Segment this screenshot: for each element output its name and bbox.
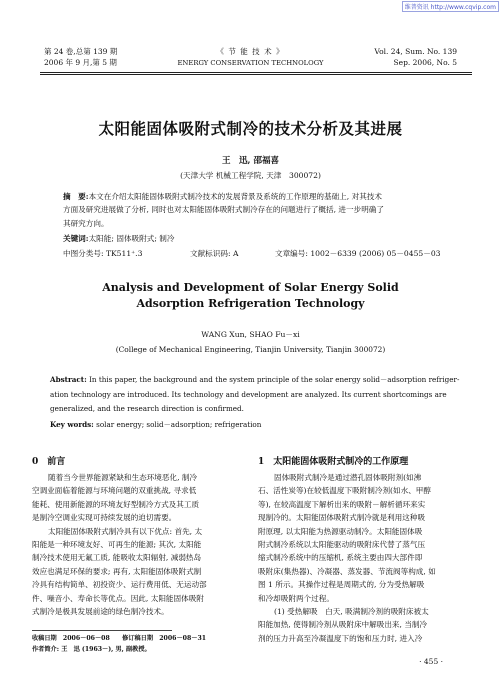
abstract-en-line: generalized, and the research direction is confirmed. xyxy=(50,404,244,413)
header-volume-en: Vol. 24, Sum. No. 139 xyxy=(374,47,457,56)
abstract-en-line: In this paper, the background and the system principle of the solar energy solid－adsorption refriger- xyxy=(89,375,460,384)
section-0-line: 阳能是一种环境友好、可再生的能源; 其次, 太阳能 xyxy=(32,540,202,550)
keywords-en-label: Key words: xyxy=(50,420,94,429)
section-1-heading: 1 太阳能固体吸附式制冷的工作原理 xyxy=(258,457,409,467)
header-volume-issue: 第 24 卷,总第 139 期 xyxy=(44,47,118,56)
section-0-body xyxy=(32,471,238,618)
section-1-body xyxy=(258,471,470,645)
section-0-line: 效应也满足环保的要求; 再有, 太阳能固体吸附式制 xyxy=(32,566,202,576)
article-title-en-line1: Analysis and Development of Solar Energy Solid xyxy=(102,281,399,294)
header-journal-name-cn: 《 节 能 技 术 》 xyxy=(216,47,285,56)
section-0-line: 制冷技术使用无氟工质, 能吸收太阳辐射, 减弱热岛 xyxy=(32,553,202,563)
keywords-en xyxy=(50,418,261,431)
abstract-cn-line: 其研究方向。 xyxy=(63,218,109,228)
footnote-rule xyxy=(32,630,172,631)
section-0-line: 式制冷是极具发展前途的绿色制冷技术。 xyxy=(32,607,169,617)
watermark-stamp: 维普资讯 http://www.cqvip.com xyxy=(402,1,499,12)
section-0-heading: 0 前言 xyxy=(32,457,66,467)
footnote-received-dates: 收稿日期 2006－06－08 修订稿日期 2006－08－31 xyxy=(32,635,207,642)
section-0-line: 太阳能固体吸附式制冷具有以下优点: 首先, 太 xyxy=(48,526,203,536)
article-title-en-line2: Adsorption Refrigeration Technology xyxy=(136,297,365,310)
keywords-cn-text: 太阳能; 固体吸附式; 制冷 xyxy=(88,234,175,243)
page-number: · 455 · xyxy=(419,657,443,666)
affiliation-cn: (天津大学 机械工程学院, 天津 300072) xyxy=(180,171,321,180)
classification-clc: 中图分类号: TK511⁺.3 xyxy=(63,249,143,258)
section-0-line: 冷具有结构简单、初投资少、运行费用低、无运动部 xyxy=(32,580,207,590)
abstract-cn xyxy=(63,190,453,230)
section-1-line: 石、活性炭等)在较低温度下吸附制冷剂(如水、甲醇 xyxy=(258,486,431,496)
abstract-en-label: Abstract: xyxy=(50,375,87,384)
section-0-line: 件、噪音小、寿命长等优点。因此, 太阳能固体吸附 xyxy=(32,593,204,603)
section-1-line: 固体吸附式制冷是通过潜孔固体吸附剂(如沸 xyxy=(274,473,422,482)
article-title-cn: 太阳能固体吸附式制冷的技术分析及其进展 xyxy=(98,119,403,138)
header-date-en: Sep. 2006, No. 5 xyxy=(393,58,457,67)
section-1-line: 等), 在较高温度下解析出来的吸附－解析循环来实 xyxy=(258,499,426,509)
section-0-line: 是制冷空调业实现可持续发展的迫切需要。 xyxy=(32,513,177,523)
section-1-line: 阳能加热, 使得制冷剂从吸附床中解吸出来, 当制冷 xyxy=(258,620,428,630)
section-1-line: 附式制冷系统以太阳能驱动的吸附床代替了蒸气压 xyxy=(258,540,426,550)
section-1-line: 图 1 所示。其操作过程是周期式的, 分为受热解吸 xyxy=(258,580,425,590)
section-1-line: 剂的压力升高至冷凝温度下的饱和压力时, 进入冷 xyxy=(258,633,423,643)
section-1-line: 和冷却吸附两个过程。 xyxy=(258,593,334,603)
abstract-en-line: ation technology are introduced. Its technology and development are analyzed. Its current shortcomings are xyxy=(50,389,447,399)
section-1-line: 缩式制冷系统中的压缩机, 系统主要由四大部件即 xyxy=(258,553,423,563)
classification-article-no: 文章编号: 1002－6339 (2006) 05－0455－03 xyxy=(275,249,441,258)
header-date-number: 2006 年 9 月,第 5 期 xyxy=(44,58,117,67)
section-1-line: 现制冷的。太阳能固体吸附式制冷就是利用这种吸 xyxy=(258,513,426,523)
keywords-en-text: solar energy; solid－adsorption; refrigeration xyxy=(96,420,262,429)
affiliation-en: (College of Mechanical Engineering, Tianjin University, Tianjin 300072) xyxy=(115,345,386,354)
section-0-line: 能耗、使用新能源的环境友好型制冷方式及其工质 xyxy=(32,499,200,509)
section-1-line: 吸附床(集热器)、冷凝器、蒸发器、节流阀等构成, 如 xyxy=(258,566,436,576)
abstract-cn-line: 本文在介绍太阳能固体吸附式制冷技术的发展背景及系统的工作原理的基础上, 对其技术 xyxy=(88,192,382,201)
section-1-line: 附原理, 以太阳能为热源驱动制冷。太阳能固体吸 xyxy=(258,526,423,536)
abstract-en xyxy=(50,373,460,417)
abstract-cn-line: 方面及研究进展做了分析, 同时也对太阳能固体吸附式制冷存在的问题进行了概括, 进一步明确了 xyxy=(63,205,384,215)
section-0-line: 空调业面临着能源与环境问题的双重挑战, 寻求低 xyxy=(32,486,197,496)
classification-doc-code: 文献标识码: A xyxy=(190,249,239,258)
abstract-cn-label: 摘 要: xyxy=(63,192,89,201)
authors-cn: 王 迅, 邵福喜 xyxy=(222,156,279,166)
section-1-line: (1) 受热解吸 白天, 吸满制冷剂的吸附床被太 xyxy=(274,607,429,617)
authors-en: WANG Xun, SHAO Fu－xi xyxy=(201,330,300,339)
keywords-cn xyxy=(63,232,174,245)
keywords-cn-label: 关键词: xyxy=(63,234,89,243)
header-rule xyxy=(40,72,472,73)
footnote-author-bio: 作者简介: 王 迅 (1963－), 男, 副教授。 xyxy=(32,646,151,653)
header-rule-second xyxy=(40,74,472,75)
section-0-line: 随着当今世界能源紧缺和生态环境恶化, 制冷 xyxy=(48,473,198,482)
header-journal-name-en: ENERGY CONSERVATION TECHNOLOGY xyxy=(177,59,324,67)
